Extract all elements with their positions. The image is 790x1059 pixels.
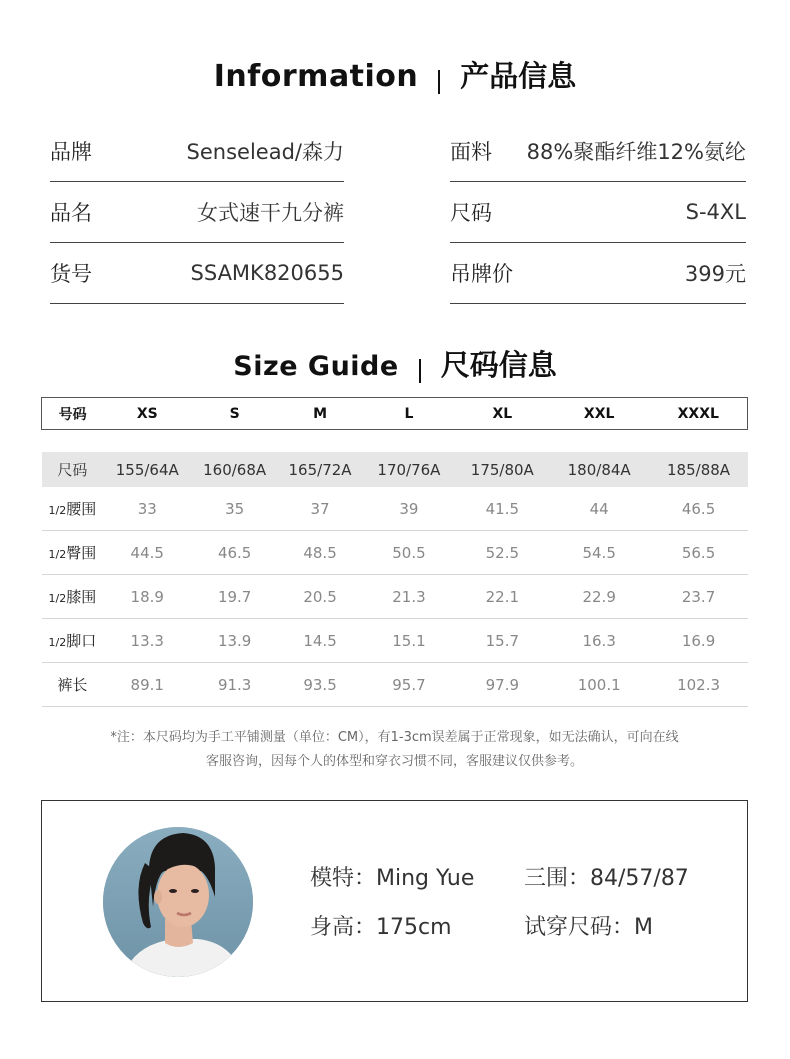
value-cell: 15.1 [362,619,456,663]
note-line: *注：本尺码均为手工平铺测量（单位：CM），有1-3cm误差属于正常现象，如无法确认，可向在线 [110,730,679,745]
measurement-row-waist [42,487,748,531]
info-value: Senselead/森力 [186,139,344,164]
row-label-text: 膝围 [66,588,97,606]
value-cell: 16.3 [549,619,650,663]
value-cell: 50.5 [362,531,456,575]
title-separator [438,70,440,94]
model-avatar [103,827,253,977]
value-cell: 39 [362,487,456,531]
value-cell: 93.5 [278,663,362,707]
size-table [41,397,748,707]
info-value: S-4XL [685,199,746,224]
value-cell: 22.9 [549,575,650,619]
row-label-text: 脚口 [66,632,97,650]
value-cell: 18.9 [103,575,191,619]
size-header-row [42,398,748,430]
row-label-text: 裤长 [57,676,88,694]
value-cell: 16.9 [650,619,748,663]
measurement-row-hip [42,531,748,575]
size-guide-title-zh: 尺码信息 [440,348,557,382]
row-label-prefix: 1/2 [48,592,67,605]
code-cell: 185/88A [650,452,748,487]
info-row-brand [50,120,344,182]
code-cell: 尺码 [42,452,104,487]
row-label [42,619,104,663]
value-cell: 91.3 [191,663,278,707]
header-cell: XXXL [650,398,748,430]
value-cell: 22.1 [456,575,549,619]
info-row-product-name [50,181,344,243]
header-cell: XS [103,398,191,430]
model-size-worn: 试穿尺码：M [524,915,653,940]
model-height: 身高：175cm [310,915,452,940]
header-cell: M [278,398,362,430]
header-cell: XL [456,398,549,430]
spacer-row [42,430,748,453]
information-title-en: Information [213,59,419,94]
info-value: SSAMK820655 [190,260,344,285]
code-cell: 180/84A [549,452,650,487]
value-cell: 33 [103,487,191,531]
value-cell: 44 [549,487,650,531]
value-cell: 15.7 [456,619,549,663]
model-info-box [41,800,748,1002]
row-label [42,575,104,619]
header-cell: 号码 [42,398,104,430]
value-cell: 41.5 [456,487,549,531]
measurement-note [41,726,748,774]
value-cell: 95.7 [362,663,456,707]
value-cell: 44.5 [103,531,191,575]
info-row-tag-price [450,242,746,304]
info-row-size-range [450,181,746,243]
info-row-item-number [50,242,344,304]
model-name: 模特：Ming Yue [310,866,475,891]
row-label-prefix: 1/2 [48,636,67,649]
value-cell: 89.1 [103,663,191,707]
code-cell: 170/76A [362,452,456,487]
info-key: 尺码 [450,200,492,225]
model-portrait-image [103,827,253,977]
value-cell: 46.5 [650,487,748,531]
size-guide-title [0,345,790,385]
value-cell: 54.5 [549,531,650,575]
row-label-prefix: 1/2 [48,504,67,517]
row-label-text: 臀围 [66,544,97,562]
model-measurements: 三围：84/57/87 [524,866,689,891]
information-title-zh: 产品信息 [460,59,577,93]
note-line: 客服咨询，因每个人的体型和穿衣习惯不同，客服建议仅供参考。 [205,754,583,769]
value-cell: 19.7 [191,575,278,619]
info-key: 吊牌价 [450,261,513,286]
row-label-prefix: 1/2 [48,548,67,561]
value-cell: 52.5 [456,531,549,575]
measurement-row-length [42,663,748,707]
row-label [42,487,104,531]
value-cell: 20.5 [278,575,362,619]
size-code-row [42,452,748,487]
info-key: 品名 [50,200,92,225]
value-cell: 102.3 [650,663,748,707]
header-cell: XXL [549,398,650,430]
value-cell: 23.7 [650,575,748,619]
value-cell: 97.9 [456,663,549,707]
measurement-row-leg-opening [42,619,748,663]
info-row-fabric [450,120,746,182]
value-cell: 13.3 [103,619,191,663]
code-cell: 165/72A [278,452,362,487]
info-key: 面料 [450,139,492,164]
header-cell: L [362,398,456,430]
information-title [0,56,790,96]
value-cell: 56.5 [650,531,748,575]
code-cell: 160/68A [191,452,278,487]
value-cell: 21.3 [362,575,456,619]
code-cell: 155/64A [103,452,191,487]
value-cell: 35 [191,487,278,531]
info-value: 女式速干九分裤 [197,200,344,225]
title-separator [419,359,421,383]
header-cell: S [191,398,278,430]
row-label [42,663,104,707]
info-value: 88%聚酯纤维12%氨纶 [526,139,746,164]
value-cell: 37 [278,487,362,531]
row-label-text: 腰围 [66,500,97,518]
info-key: 品牌 [50,139,92,164]
info-key: 货号 [50,261,92,286]
value-cell: 46.5 [191,531,278,575]
measurement-row-knee [42,575,748,619]
value-cell: 100.1 [549,663,650,707]
row-label [42,531,104,575]
code-cell: 175/80A [456,452,549,487]
size-guide-title-en: Size Guide [233,351,399,382]
value-cell: 13.9 [191,619,278,663]
value-cell: 14.5 [278,619,362,663]
value-cell: 48.5 [278,531,362,575]
info-value: 399元 [684,261,746,286]
